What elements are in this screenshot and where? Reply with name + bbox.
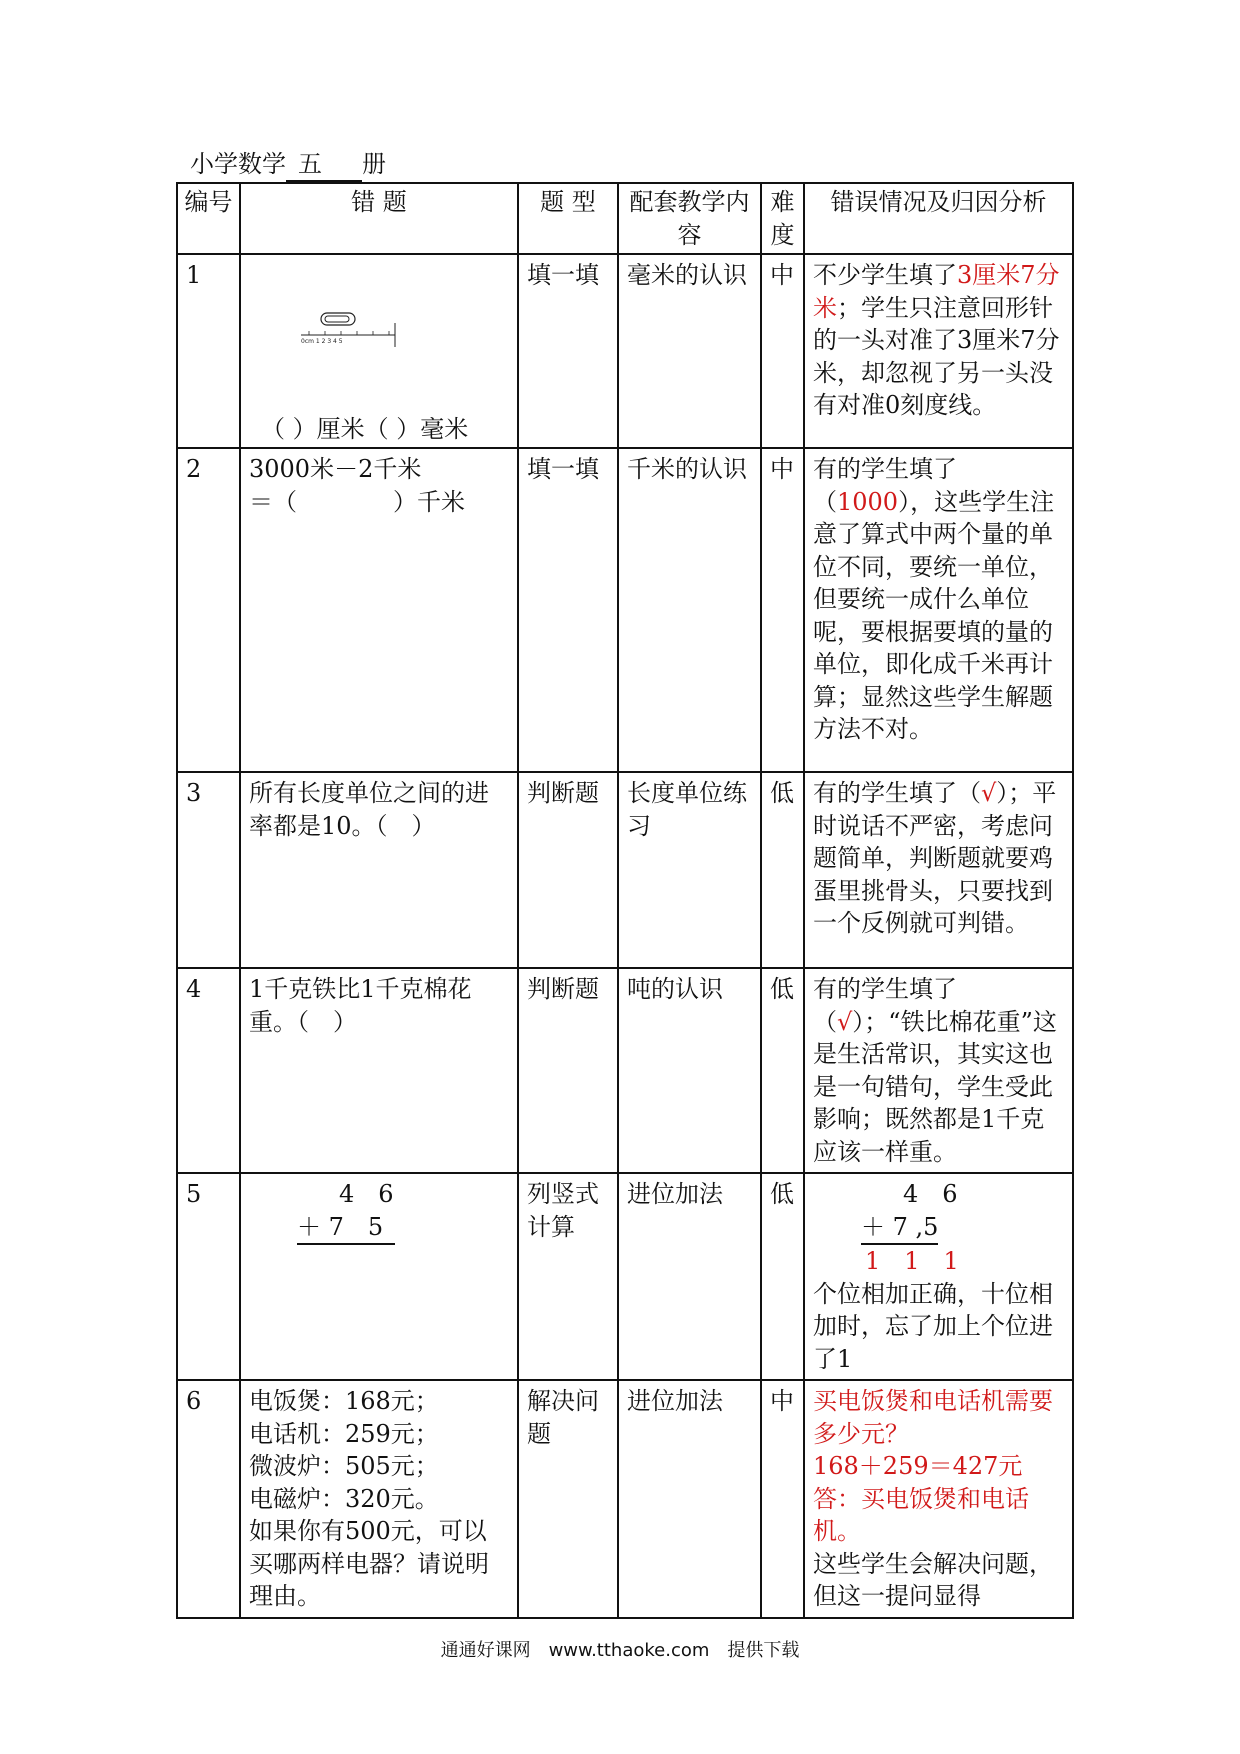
- analysis-text: ），这些学生注意了算式中两个量的单位不同，要统一单位，但要统一成什么单位呢，要根据要填的量的单位，即化成千米再计算；显然这些学生解题方法不对。: [813, 487, 1055, 743]
- question-line: 电饭煲：168元；: [249, 1387, 439, 1415]
- calc-line: 4 6: [903, 1180, 958, 1208]
- addend-line: ＋ 7 5: [297, 1211, 395, 1246]
- teaching-content: 长度单位练习: [618, 772, 761, 968]
- question-line: 微波炉：505元；: [249, 1452, 439, 1480]
- analysis-text: 不少学生填了: [813, 261, 957, 289]
- question-cell: [240, 448, 518, 772]
- difficulty: 低: [761, 968, 804, 1173]
- difficulty: 低: [761, 772, 804, 968]
- analysis-text: 这些学生会解决问题，但这一提问显得: [813, 1549, 1053, 1610]
- wrong-solution-line: 168＋259＝427元: [813, 1452, 1023, 1480]
- analysis-text: 个位相加正确，十位相加时，忘了加上个位进了1: [813, 1279, 1053, 1373]
- analysis-text: 有的学生填了（: [813, 975, 957, 1036]
- question-text: 1千克铁比1千克棉花重。（ ）: [240, 968, 518, 1173]
- table-row: [177, 1380, 1073, 1618]
- question-line: 电话机：259元；: [249, 1419, 439, 1448]
- table-header-row: [177, 183, 1073, 254]
- table-row: [177, 254, 1073, 448]
- row-number: 1: [177, 254, 240, 448]
- col-content-header: 配套教学内容: [618, 183, 761, 254]
- wrong-solution-line: 买电饭煲和电话机需要多少元？: [813, 1387, 1053, 1448]
- analysis-text: 有的学生填了（: [813, 779, 981, 807]
- question-type: 解决问题: [518, 1380, 618, 1618]
- table-row: [177, 772, 1073, 968]
- table-row: [177, 968, 1073, 1173]
- question-cell: [240, 1380, 518, 1618]
- analysis-text: ；学生只注意回形针的一头对准了3厘米7分米，却忽视了另一头没有对准0刻度线。: [813, 293, 1060, 419]
- question-type: 判断题: [518, 772, 618, 968]
- question-prompt: （ ）厘米（ ）毫米: [261, 414, 469, 443]
- difficulty: 低: [761, 1173, 804, 1380]
- row-number: 4: [177, 968, 240, 1173]
- wrong-sum: 1 1 1: [865, 1247, 959, 1275]
- question-line: 3000米－2千米: [249, 455, 422, 483]
- analysis-cell: [804, 1380, 1073, 1618]
- question-type: 判断题: [518, 968, 618, 1173]
- difficulty: 中: [761, 448, 804, 772]
- col-number-header: 编号: [177, 183, 240, 254]
- teaching-content: 毫米的认识: [618, 254, 761, 448]
- row-number: 2: [177, 448, 240, 772]
- analysis-text: ）；“铁比棉花重”这是生活常识，其实这也是一句错句，学生受此影响；既然都是1千克应该一样重。: [813, 1007, 1057, 1166]
- ruler-label: 0cm 1 2 3 4 5: [301, 338, 343, 345]
- question-type: 列竖式计算: [518, 1173, 618, 1380]
- question-cell: [240, 254, 518, 448]
- volume-value: 五: [286, 148, 362, 182]
- col-difficulty-header: 难度: [761, 183, 804, 254]
- question-text: 所有长度单位之间的进率都是10。（ ）: [240, 772, 518, 968]
- question-line: 电磁炉：320元。: [249, 1484, 439, 1513]
- question-line: ＝（ ）千米: [249, 487, 465, 516]
- analysis-cell: [804, 772, 1073, 968]
- wrong-answer: √: [837, 1007, 853, 1036]
- wrong-answer: 1000: [837, 487, 899, 516]
- wrong-answer: 3厘米7分米: [813, 261, 1060, 322]
- row-number: 3: [177, 772, 240, 968]
- ruler-with-paperclip-image: [299, 309, 399, 349]
- question-line: 如果你有500元，可以买哪两样电器？请说明理由。: [249, 1517, 489, 1610]
- difficulty: 中: [761, 254, 804, 448]
- analysis-cell: [804, 448, 1073, 772]
- wrong-answer: √: [981, 779, 997, 807]
- col-analysis-header: 错误情况及归因分析: [804, 183, 1073, 254]
- col-question-header: 错 题: [240, 183, 518, 254]
- analysis-text: 有的学生填了（: [813, 455, 957, 516]
- row-number: 6: [177, 1380, 240, 1618]
- teaching-content: 进位加法: [618, 1173, 761, 1380]
- question-type: 填一填: [518, 448, 618, 772]
- table-row: [177, 1173, 1073, 1380]
- difficulty: 中: [761, 1380, 804, 1618]
- question-cell: [240, 1173, 518, 1380]
- table-row: [177, 448, 1073, 772]
- teaching-content: 进位加法: [618, 1380, 761, 1618]
- error-analysis-table: [176, 182, 1074, 1619]
- volume-suffix: 册: [362, 150, 386, 178]
- wrong-solution-line: 答：买电饭煲和电话机。: [813, 1484, 1029, 1545]
- analysis-cell: [804, 1173, 1073, 1380]
- page-heading: [190, 148, 386, 182]
- calc-line: ＋ 7 ,5: [861, 1211, 938, 1246]
- row-number: 5: [177, 1173, 240, 1380]
- analysis-text: ）；平时说话不严密，考虑问题简单，判断题就要鸡蛋里挑骨头，只要找到一个反例就可判错。: [813, 779, 1057, 937]
- addend-line: 4 6: [339, 1180, 394, 1208]
- subject-label: 小学数学: [190, 150, 286, 178]
- page-footer: 通通好课网 www.tthaoke.com 提供下载: [440, 1640, 800, 1661]
- col-type-header: 题 型: [518, 183, 618, 254]
- analysis-cell: [804, 254, 1073, 448]
- question-type: 填一填: [518, 254, 618, 448]
- teaching-content: 千米的认识: [618, 448, 761, 772]
- teaching-content: 吨的认识: [618, 968, 761, 1173]
- analysis-cell: [804, 968, 1073, 1173]
